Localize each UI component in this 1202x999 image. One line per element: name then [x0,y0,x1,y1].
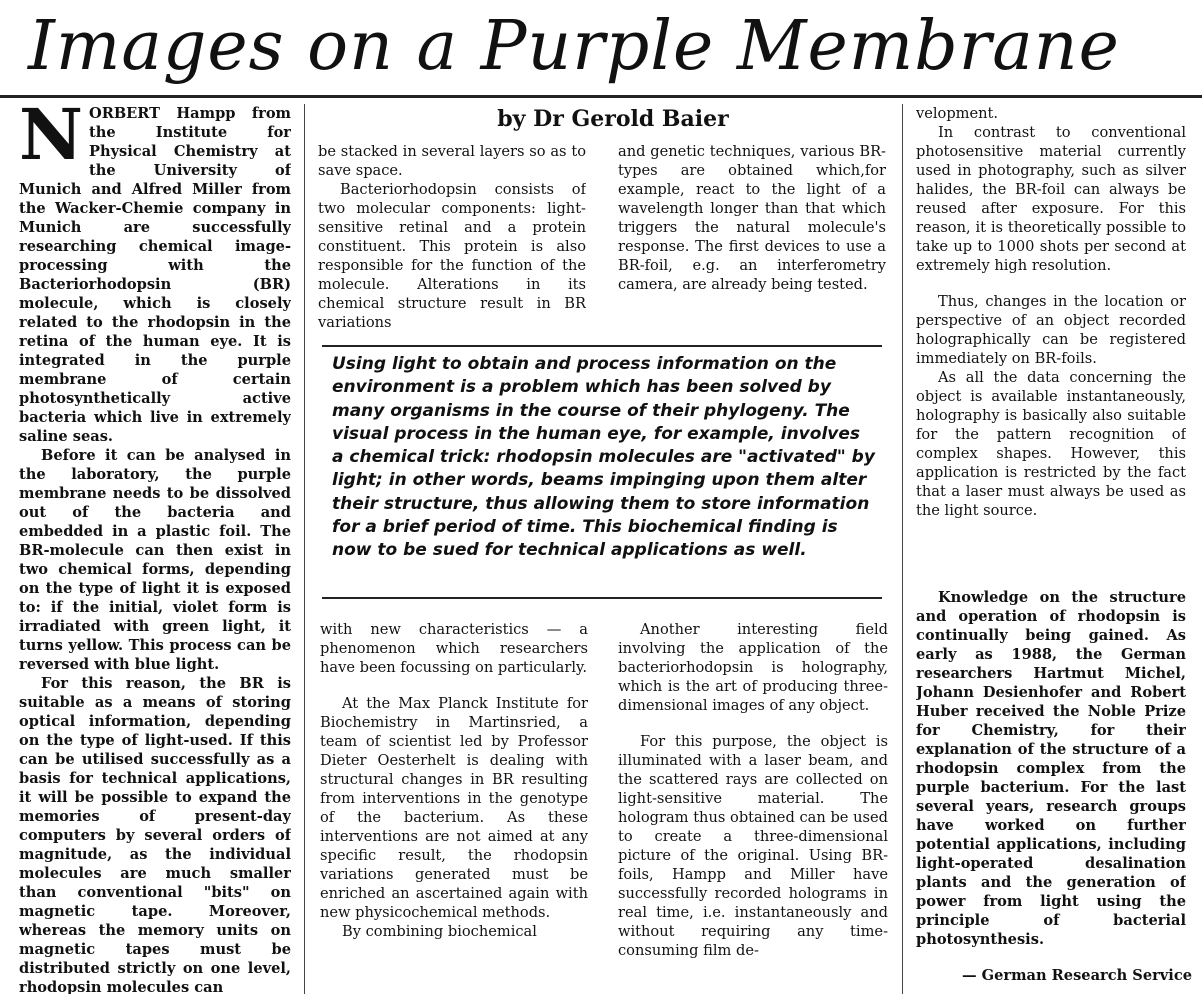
column-4 [916,104,1186,566]
paragraph: Before it can be analysed in the laboratory, the purple membrane needs to be dissolved out of the bacteria and embedded in a plastic foil. The BR-molecule can then exist in two chemical forms, depending on the type of light it is exposed to: if the initial, violet form is irradiated with green light, it turns yellow. This process can be reversed with blue light. [19,447,291,673]
credit-line: — German Research Service [961,967,1192,984]
paragraph: Another interesting field involving the application of the bacteriorhodopsin is holography, which is the art of producing three-dimensional images of any object. [618,621,888,714]
paragraph: with new characteristics — a phenomenon which researchers have been focussing on particularly. [320,621,588,676]
paragraph: velopment. [916,105,999,122]
column-4-bottom [916,588,1186,958]
paragraph: For this reason, the BR is suitable as a means of storing optical information, depending on the type of light-used. If this can be utilised successfully as a basis for technical applications, it will be possible to expand the memories of present-day computers by several orders of magnitude, as the individual molecules are much smaller than conventional "bits" on magnetic tape. Moreover, whereas the memory units on magnetic tapes must be distributed strictly on one level, rhodopsin molecules can [19,675,291,994]
paragraph: In contrast to conventional photosensitive material currently used in photography, such as silver halides, the BR-foil can always be reused after exposure. For this reason, it is theoretically possible to take up to 1000 shots per second at extremely high resolution. [916,124,1186,274]
divider-top [0,95,1202,98]
paragraph: For this purpose, the object is illuminated with a laser beam, and the scattered rays are collected on light-sensitive material. The hologram thus obtained can be used to create a three-dimensional picture of the original. Using BR-foils, Hampp and Miller have successfully recorded holograms in real time, i.e. instantaneously and without requiring any time-consuming film de- [618,733,888,959]
column-2-top [318,142,586,337]
column-3-bottom [618,620,888,995]
byline: by Dr Gerold Baier [497,106,729,132]
column-divider [304,104,305,994]
column-2-bottom [320,620,588,995]
pull-quote-top-rule [322,345,882,347]
paragraph: NORBERT Hampp from the Institute for Physical Chemistry at the University of Munich and Alfred Miller from the Wacker-Chemie company in Munich are successfully researching chemical image-processing with the Bacteriorhodopsin (BR) molecule, which is closely related to the rhodopsin in the retina of the human eye. It is integrated in the purple membrane of certain photosynthetically active bacteria which live in extremely saline seas. [19,104,291,445]
pull-quote: Using light to obtain and process information on the environment is a problem which has been solved by many organisms in the course of their phylogeny. The visual process in the human eye, for example, involves a chemical trick: rhodopsin molecules are "activated" by light; in other words, beams impinging upon them alter their structure, thus allowing them to store information for a brief period of time. This biochemical finding is now to be sued for technical applications as well. [332,354,875,561]
paragraph: Bacteriorhodopsin consists of two molecular components: light-sensitive retinal and a protein constituent. This protein is also responsible for the function of the molecule. Alterations in its chemical structure result in BR variations [318,181,586,331]
paragraph: At the Max Planck Institute for Biochemistry in Martinsried, a team of scientist led by Professor Dieter Oesterhelt is dealing with structural changes in BR resulting from interventions in the genotype of the bacterium. As these interventions are not aimed at any specific result, the rhodopsin variations generated must be enriched an ascertained again with new physicochemical methods. [320,695,588,921]
column-3-top [618,142,886,337]
column-1 [19,104,291,994]
headline: Images on a Purple Membrane [28,7,1120,86]
column-divider [902,104,903,994]
pull-quote-bottom-rule [322,597,882,599]
paragraph: Knowledge on the structure and operation of rhodopsin is continually being gained. As early as 1988, the German researchers Hartmut Michel, Johann Desienhofer and Robert Huber received the Noble Prize for Chemistry, for their explanation of the structure of a rhodopsin complex from the purple bacterium. For the last several years, research groups have worked on further potential applications, including light-operated desalination plants and the generation of power from light using the principle of bacterial photosynthesis. [916,589,1186,948]
paragraph: By combining biochemical [342,923,537,940]
paragraph: As all the data concerning the object is available instantaneously, holography is basically also suitable for the pattern recognition of complex shapes. However, this application is restricted by the fact that a laser must always be used as the light source. [916,369,1186,519]
drop-cap: N [19,104,83,176]
paragraph: be stacked in several layers so as to save space. [318,143,586,179]
paragraph: Thus, changes in the location or perspective of an object recorded holographically can be registered immediately on BR-foils. [916,293,1186,367]
paragraph: and genetic techniques, various BR-types are obtained which,for example, react to the light of a wavelength longer than that which triggers the natural molecule's response. The first devices to use a BR-foil, e.g. an interferometry camera, are already being tested. [618,143,886,293]
